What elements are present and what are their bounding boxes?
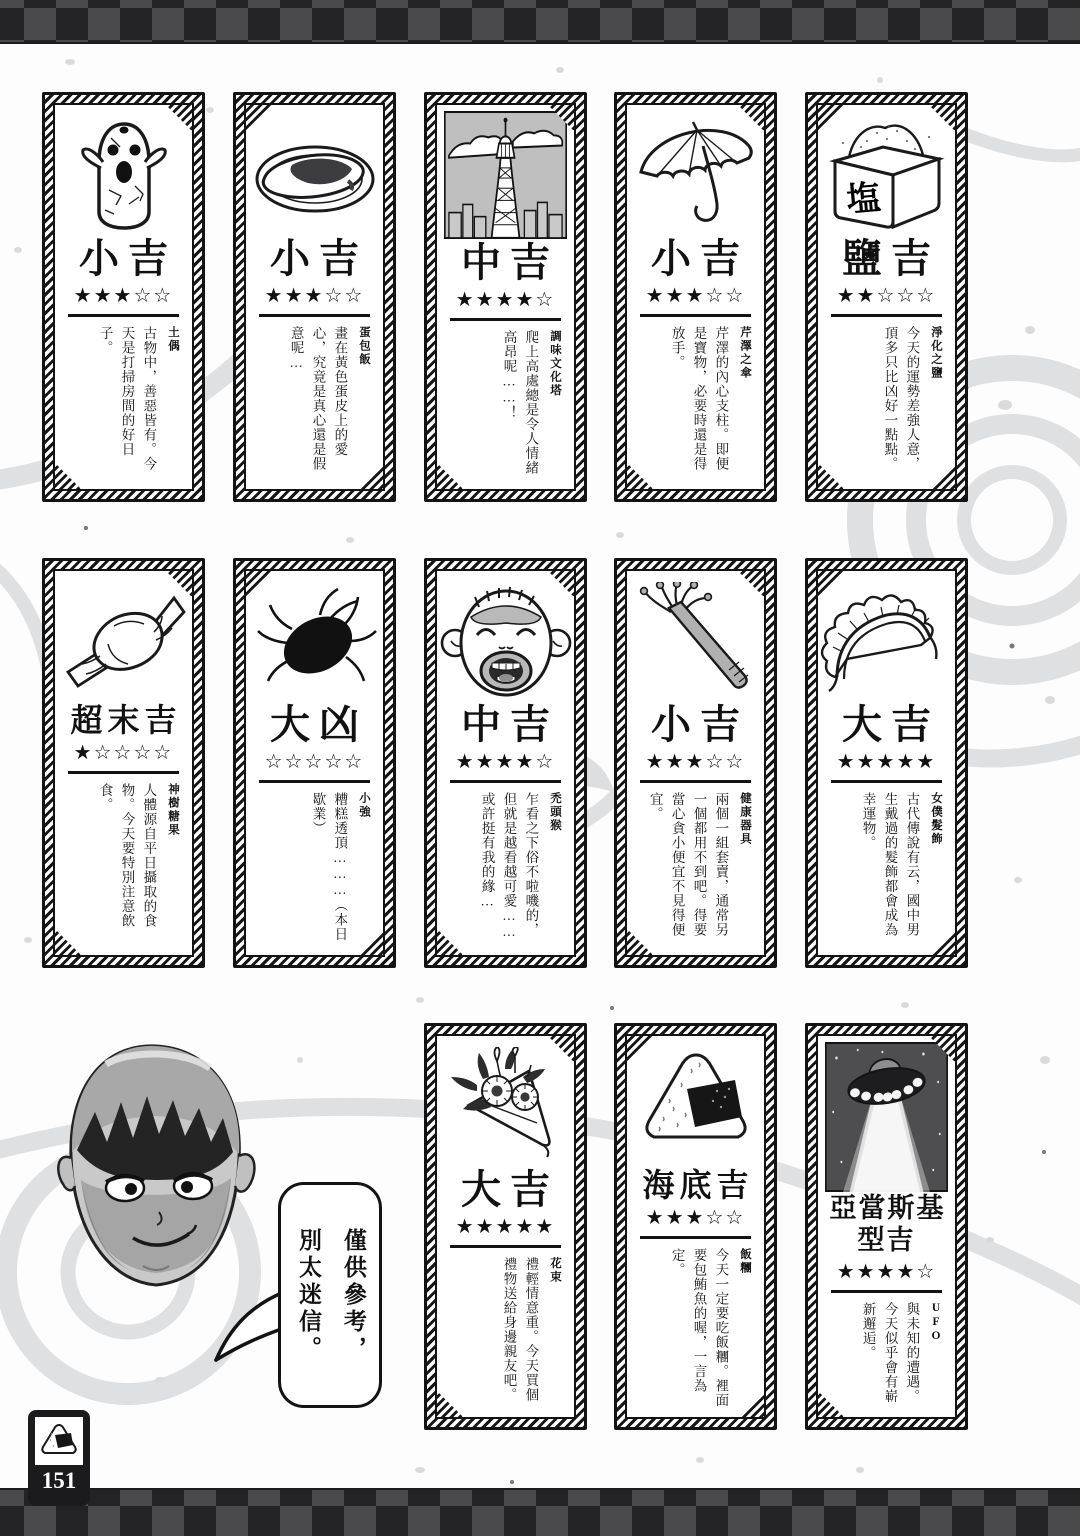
item-title: UFO: [930, 1301, 942, 1344]
star-rating: ★★★★★: [455, 1214, 556, 1238]
top-checker-border: [0, 0, 1080, 44]
onigiri-icon: [629, 1046, 763, 1166]
item-title: 小強: [358, 792, 370, 819]
item-title: 土偶: [167, 326, 179, 353]
divider: [831, 1290, 942, 1293]
star-rating: ★★★★★: [836, 749, 937, 773]
fortune-rank: 中吉: [461, 240, 559, 285]
item-desc: 糟糕透頂………（本日歇業）: [310, 792, 348, 942]
fortune-card-umbrella: [614, 92, 777, 502]
divider: [450, 318, 561, 321]
item-desc: 古代傳說有云，國中男生戴過的髮飾都會成為幸運物。: [860, 792, 920, 937]
item-title: 禿頭猴: [549, 792, 561, 833]
fortune-card-monkey: [424, 558, 587, 968]
mob-face-illustration: [46, 1030, 264, 1332]
fortune-card-bouquet: [424, 1023, 587, 1430]
fortune-rank: 小吉: [270, 236, 368, 281]
fortune-card-tower: [424, 92, 587, 502]
page-number: 151: [41, 1468, 77, 1493]
fortune-text: [627, 1244, 764, 1417]
haniwa-figurine-icon: [61, 115, 187, 235]
divider: [831, 780, 942, 783]
divider: [450, 780, 561, 783]
item-desc: 禮輕情意重。今天買個禮物送給身邊親友吧。: [501, 1257, 539, 1402]
star-rating: ★☆☆☆☆: [73, 740, 174, 765]
fortune-rank: 超末吉: [70, 702, 182, 738]
star-rating: ★★★☆☆: [73, 283, 174, 307]
star-rating: ★★★★☆: [836, 1258, 937, 1283]
fortune-card-headband: [805, 558, 968, 968]
wrapped-candy-icon: [56, 581, 192, 701]
fortune-card-onigiri: [614, 1023, 777, 1430]
fortune-card-omurice: [233, 92, 396, 502]
omurice-icon: [248, 115, 382, 235]
flower-bouquet-icon: [439, 1046, 573, 1166]
star-rating: ★★★☆☆: [645, 1205, 746, 1230]
item-title: 飯糰: [739, 1248, 751, 1276]
fortune-card-ufo: [805, 1023, 968, 1430]
ufo-icon: [825, 1042, 948, 1192]
star-rating: ★★★★☆: [455, 749, 556, 773]
fortune-rank: 大凶: [270, 702, 368, 747]
fortune-text: [55, 322, 192, 489]
salt-kanji-label: 塩: [844, 179, 882, 220]
divider: [68, 771, 179, 774]
fortune-text: [627, 788, 764, 955]
fortune-rank: 小吉: [651, 236, 749, 281]
fortune-text: [627, 322, 764, 489]
fortune-rank: 小吉: [651, 702, 749, 747]
fortune-text: [818, 788, 955, 955]
item-title: 淨化之鹽: [930, 326, 942, 380]
item-desc: 古物中，善惡皆有。今天是打掃房間的好日子。: [97, 326, 157, 471]
item-desc: 爬上高處總是令人情緒高昂呢……！: [501, 330, 539, 475]
star-rating: ★★★☆☆: [645, 749, 746, 773]
salt-box-icon: [821, 115, 953, 235]
onigiri-icon: [35, 1417, 83, 1465]
item-desc: 兩個一組套賣，通常另一個都用不到吧。得要當心貪小便宜不見得便宜。: [647, 792, 729, 937]
item-desc: 芹澤的內心支柱。即便是寶物，必要時還是得放手。: [669, 326, 729, 471]
divider: [259, 314, 370, 317]
fortune-rank: 鹽吉: [842, 236, 940, 281]
fortune-text: [246, 322, 383, 489]
fortune-card-scratcher: [614, 558, 777, 968]
umbrella-icon: [631, 115, 761, 235]
bottom-checker-border: [0, 1488, 1080, 1536]
monkey-face-icon: [439, 581, 573, 701]
item-title: 調味文化塔: [549, 330, 561, 398]
star-rating: ★★☆☆☆: [836, 283, 937, 307]
fortune-text: [818, 1298, 955, 1417]
culture-tower-icon: [444, 111, 567, 239]
fortune-text: [437, 788, 574, 955]
fortune-card-cockroach: [233, 558, 396, 968]
item-title: 芹澤之傘: [739, 326, 751, 380]
star-rating: ☆☆☆☆☆: [264, 749, 365, 773]
divider: [640, 780, 751, 783]
divider: [450, 1245, 561, 1248]
fortune-text: [437, 1253, 574, 1417]
page-marker: [28, 1410, 90, 1506]
fortune-card-salt: [805, 92, 968, 502]
item-title: 女僕髮飾: [930, 792, 942, 846]
divider: [68, 314, 179, 317]
fortune-rank: 大吉: [842, 702, 940, 747]
speech-bubble: [278, 1182, 382, 1408]
fortune-rank: 海底吉: [642, 1167, 754, 1203]
speech-bubble-text: 僅供參考， 別太迷信。: [296, 1227, 366, 1363]
divider: [640, 1236, 751, 1239]
item-desc: 人體源自平日攝取的食物。今天要特別注意飲食。: [97, 783, 157, 929]
fortune-card-candy: [42, 558, 205, 968]
item-title: 花束: [549, 1257, 561, 1284]
item-desc: 與未知的遭遇。今天似乎會有嶄新邂逅。: [860, 1301, 920, 1404]
item-desc: 畫在黃色蛋皮上的愛心，究竟是真心還是假意呢…: [288, 326, 348, 471]
item-desc: 乍看之下俗不啦嘰的，但就是越看越可愛……或許挺有我的緣…: [479, 792, 539, 940]
item-title: 神樹糖果: [167, 783, 179, 838]
item-desc: 今天一定要吃飯糰。裡面要包鮪魚的喔，一言為定。: [669, 1248, 729, 1408]
back-scratcher-icon: [631, 581, 761, 701]
maid-headband-icon: [817, 581, 957, 701]
fortune-rank: 亞當斯基型吉: [829, 1193, 946, 1256]
divider: [831, 314, 942, 317]
item-title: 蛋包飯: [358, 326, 370, 367]
fortune-card-haniwa: [42, 92, 205, 502]
fortune-rank: 大吉: [461, 1167, 559, 1212]
fortune-rank: 中吉: [461, 702, 559, 747]
fortune-text: [55, 779, 192, 955]
fortune-text: [437, 326, 574, 489]
star-rating: ★★★☆☆: [264, 283, 365, 307]
cockroach-icon: [248, 581, 382, 701]
item-desc: 今天的運勢差強人意，頂多只比凶好一點點。: [882, 326, 920, 471]
fortune-text: [246, 788, 383, 955]
star-rating: ★★★☆☆: [645, 283, 746, 307]
divider: [640, 314, 751, 317]
fortune-text: [818, 322, 955, 489]
fortune-rank: 小吉: [79, 236, 177, 281]
divider: [259, 780, 370, 783]
star-rating: ★★★★☆: [455, 287, 556, 311]
item-title: 健康器具: [739, 792, 751, 846]
speech-bubble-tail: [212, 1288, 286, 1366]
